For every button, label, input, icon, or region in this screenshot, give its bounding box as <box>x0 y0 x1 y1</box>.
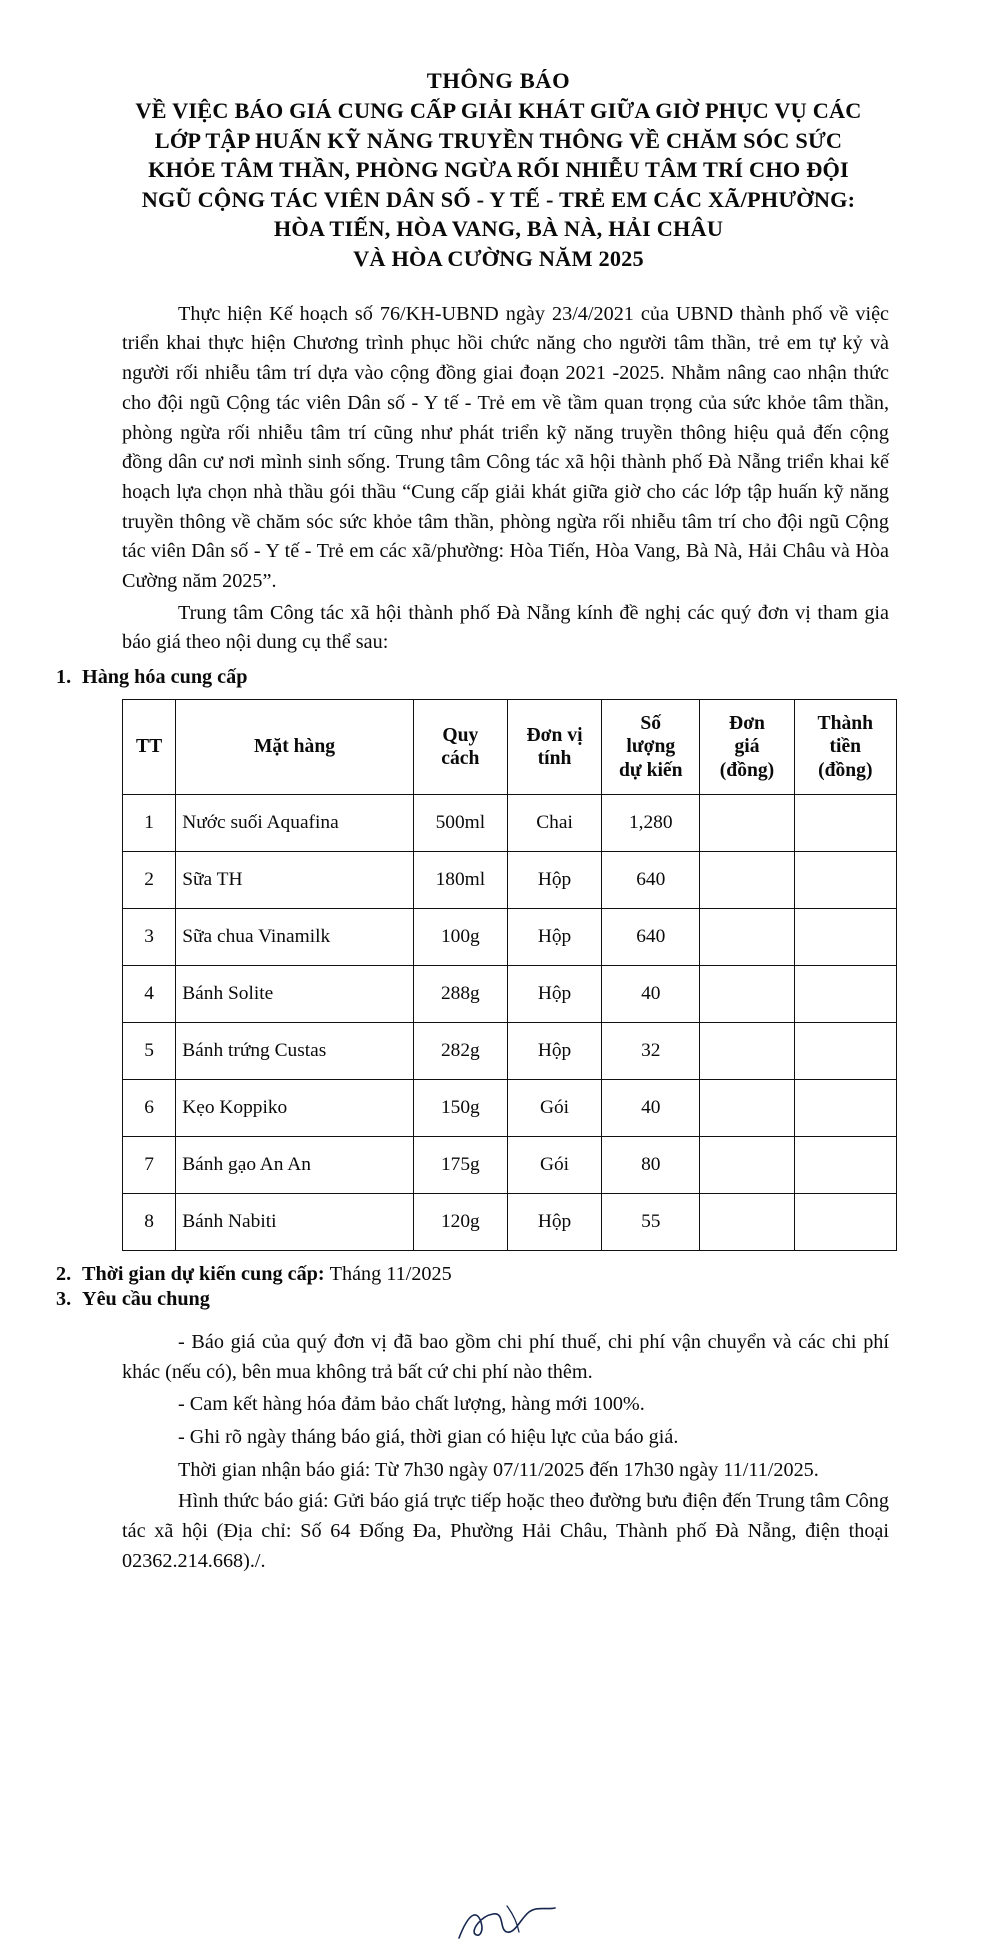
header-price-line2: giá <box>734 736 760 758</box>
cell-name: Sữa TH <box>176 852 414 909</box>
goods-table <box>122 699 897 1251</box>
cell-spec: 282g <box>413 1023 507 1080</box>
submission-deadline: Thời gian nhận báo giá: Từ 7h30 ngày 07/11/2025 đến 17h30 ngày 11/11/2025. <box>178 1458 819 1481</box>
section-3-label: Yêu cầu chung <box>82 1288 210 1311</box>
paragraph-2: Trung tâm Công tác xã hội thành phố Đà Nẵng kính đề nghị các quý đơn vị tham gia báo giá theo nội dung cụ thể sau: <box>122 601 889 654</box>
header-total-line1: Thành <box>817 712 874 734</box>
table-row <box>123 1023 897 1080</box>
header-name: Mặt hàng <box>176 700 414 795</box>
cell-spec: 150g <box>413 1080 507 1137</box>
document-title-block <box>0 66 997 274</box>
header-total-line2: tiền <box>829 736 862 758</box>
table-row <box>123 1137 897 1194</box>
cell-qty: 40 <box>602 1080 700 1137</box>
cell-spec: 100g <box>413 909 507 966</box>
cell-total[interactable] <box>794 1137 896 1194</box>
header-price-line3: (đồng) <box>719 759 775 781</box>
title-line-7: VÀ HÒA CƯỜNG NĂM 2025 <box>353 246 644 272</box>
table-row <box>123 909 897 966</box>
cell-price[interactable] <box>700 909 794 966</box>
cell-price[interactable] <box>700 1137 794 1194</box>
header-spec <box>413 700 507 795</box>
header-qty-line1: Số <box>640 712 662 734</box>
goods-table-body <box>123 795 897 1251</box>
cell-qty: 640 <box>602 909 700 966</box>
cell-unit: Chai <box>507 795 601 852</box>
header-price-line1: Đơn <box>729 712 765 734</box>
table-row <box>123 1194 897 1251</box>
header-total-line3: (đồng) <box>818 759 873 781</box>
section-2-number: 2. <box>56 1263 72 1286</box>
cell-name: Bánh trứng Custas <box>176 1023 414 1080</box>
cell-qty: 55 <box>602 1194 700 1251</box>
header-spec-line1: Quy <box>442 724 479 746</box>
section-2-value: Tháng 11/2025 <box>329 1263 452 1286</box>
cell-spec: 120g <box>413 1194 507 1251</box>
table-row <box>123 852 897 909</box>
title-line-2: VỀ VIỆC BÁO GIÁ CUNG CẤP GIẢI KHÁT GIỮA GIỜ PHỤC VỤ CÁC <box>135 97 862 123</box>
cell-price[interactable] <box>700 795 794 852</box>
section-3-number: 3. <box>56 1288 72 1311</box>
cell-tt: 7 <box>123 1137 176 1194</box>
requirement-item: - Ghi rõ ngày tháng báo giá, thời gian có hiệu lực của báo giá. <box>178 1426 679 1449</box>
header-qty-line3: dự kiến <box>619 759 683 781</box>
table-header-row <box>123 700 897 795</box>
cell-name: Bánh Nabiti <box>176 1194 414 1251</box>
cell-total[interactable] <box>794 795 896 852</box>
cell-unit: Gói <box>507 1137 601 1194</box>
cell-name: Bánh gạo An An <box>176 1137 414 1194</box>
cell-price[interactable] <box>700 966 794 1023</box>
goods-table-wrapper <box>0 699 997 1251</box>
cell-name: Bánh Solite <box>176 966 414 1023</box>
header-quantity <box>602 700 700 795</box>
header-unit-line2: tính <box>537 748 572 770</box>
cell-spec: 288g <box>413 966 507 1023</box>
cell-qty: 80 <box>602 1137 700 1194</box>
cell-total[interactable] <box>794 1194 896 1251</box>
cell-qty: 640 <box>602 852 700 909</box>
section-2-label: Thời gian dự kiến cung cấp: <box>82 1263 325 1286</box>
table-row <box>123 1080 897 1137</box>
header-tt: TT <box>123 700 176 795</box>
paragraph-1: Thực hiện Kế hoạch số 76/KH-UBND ngày 23/4/2021 của UBND thành phố về việc triển khai thực hiện Chương trình phục hồi chức năng cho người tâm thần, trẻ em tự kỷ và người rối nhiễu tâm trí dựa vào cộng đồng giai đoạn 2021 -2025. Nhằm nâng cao nhận thức cho đội ngũ Cộng tác viên Dân số - Y tế - Trẻ em về tầm quan trọng của sức khỏe tâm thần, phòng ngừa rối nhiễu tâm trí cũng như phát triển kỹ năng truyền thông hiệu quả đến cộng đồng dân cư nơi mình sinh sống. Trung tâm Công tác xã hội thành phố Đà Nẵng triển khai kế hoạch lựa chọn nhà thầu gói thầu “Cung cấp giải khát giữa giờ cho các lớp tập huấn kỹ năng truyền thông về chăm sóc sức khỏe tâm thần, phòng ngừa rối nhiễu tâm trí cho đội ngũ Cộng tác viên Dân số - Y tế - Trẻ em các xã/phường: Hòa Tiến, Hòa Vang, Bà Nà, Hải Châu và Hòa Cường năm 2025”. <box>122 302 889 592</box>
title-line-5: NGŨ CỘNG TÁC VIÊN DÂN SỐ - Y TẾ - TRẺ EM CÁC XÃ/PHƯỜNG: <box>141 186 856 212</box>
cell-tt: 3 <box>123 909 176 966</box>
cell-unit: Hộp <box>507 1194 601 1251</box>
cell-total[interactable] <box>794 852 896 909</box>
title-line-6: HÒA TIẾN, HÒA VANG, BÀ NÀ, HẢI CHÂU <box>273 216 724 242</box>
title-line-3: LỚP TẬP HUẤN KỸ NĂNG TRUYỀN THÔNG VỀ CHĂM SÓC SỨC <box>154 127 843 153</box>
cell-price[interactable] <box>700 1023 794 1080</box>
cell-tt: 2 <box>123 852 176 909</box>
cell-price[interactable] <box>700 1194 794 1251</box>
cell-name: Nước suối Aquafina <box>176 795 414 852</box>
cell-price[interactable] <box>700 852 794 909</box>
cell-tt: 8 <box>123 1194 176 1251</box>
header-total-amount <box>794 700 896 795</box>
cell-spec: 180ml <box>413 852 507 909</box>
cell-tt: 6 <box>123 1080 176 1137</box>
submission-method: Hình thức báo giá: Gửi báo giá trực tiếp hoặc theo đường bưu điện đến Trung tâm Công tác xã hội (Địa chỉ: Số 64 Đống Đa, Phường Hải Châu, Thành phố Đà Nẵng, điện thoại 02362.214.668)./. <box>122 1490 889 1572</box>
goods-table-head <box>123 700 897 795</box>
cell-qty: 40 <box>602 966 700 1023</box>
document-page <box>0 66 997 1950</box>
section-1-number: 1. <box>56 666 72 689</box>
cell-total[interactable] <box>794 909 896 966</box>
section-1-heading <box>0 666 997 689</box>
table-row <box>123 966 897 1023</box>
cell-name: Sữa chua Vinamilk <box>176 909 414 966</box>
requirements-area <box>0 1328 997 1579</box>
cell-total[interactable] <box>794 1080 896 1137</box>
header-qty-line2: lượng <box>626 736 676 758</box>
cell-spec: 175g <box>413 1137 507 1194</box>
cell-spec: 500ml <box>413 795 507 852</box>
cell-tt: 4 <box>123 966 176 1023</box>
header-unit <box>507 700 601 795</box>
cell-price[interactable] <box>700 1080 794 1137</box>
section-1-label: Hàng hóa cung cấp <box>82 666 248 689</box>
cell-tt: 5 <box>123 1023 176 1080</box>
cell-qty: 32 <box>602 1023 700 1080</box>
cell-total[interactable] <box>794 966 896 1023</box>
requirement-item: - Cam kết hàng hóa đảm bảo chất lượng, hàng mới 100%. <box>178 1393 645 1416</box>
cell-name: Kẹo Koppiko <box>176 1080 414 1137</box>
cell-unit: Hộp <box>507 1023 601 1080</box>
section-2-heading <box>0 1263 997 1286</box>
title-line-1: THÔNG BÁO <box>426 68 571 93</box>
table-row <box>123 795 897 852</box>
cell-qty: 1,280 <box>602 795 700 852</box>
cell-unit: Hộp <box>507 852 601 909</box>
cell-total[interactable] <box>794 1023 896 1080</box>
header-spec-line2: cách <box>441 748 480 770</box>
cell-tt: 1 <box>123 795 176 852</box>
body-text-area <box>0 300 997 658</box>
header-unit-price <box>700 700 794 795</box>
cell-unit: Hộp <box>507 909 601 966</box>
header-unit-line1: Đơn vị <box>526 724 583 746</box>
cell-unit: Hộp <box>507 966 601 1023</box>
cell-unit: Gói <box>507 1080 601 1137</box>
section-3-heading <box>0 1288 997 1311</box>
title-line-4: KHỎE TÂM THẦN, PHÒNG NGỪA RỐI NHIỄU TÂM TRÍ CHO ĐỘI <box>148 157 849 183</box>
handwritten-signature-mark <box>455 1904 565 1944</box>
requirement-item: - Báo giá của quý đơn vị đã bao gồm chi phí thuế, chi phí vận chuyển và các chi phí khác (nếu có), bên mua không trả bất cứ chi phí nào thêm. <box>122 1331 889 1383</box>
